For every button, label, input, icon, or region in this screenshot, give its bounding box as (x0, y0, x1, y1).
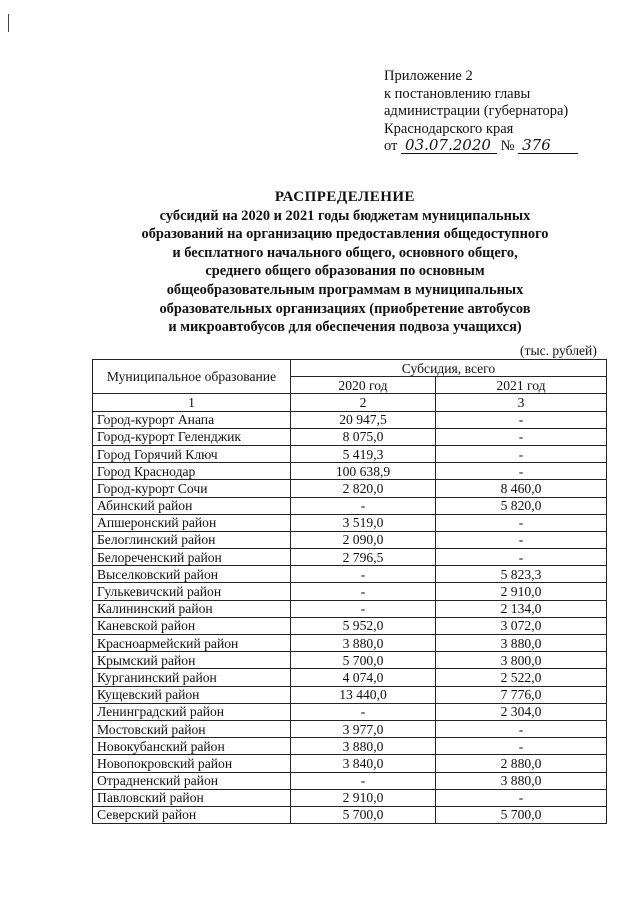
subsidy-2021-cell: 3 880,0 (436, 635, 607, 652)
table-row (93, 686, 607, 703)
title-line-5: общеобразовательным программам в муниципальных (166, 281, 524, 298)
municipality-cell: Город-курорт Анапа (93, 411, 291, 428)
table-row (93, 720, 607, 737)
table-row (93, 445, 607, 462)
subsidy-2021-cell: - (436, 463, 607, 480)
municipality-cell: Апшеронский район (93, 514, 291, 531)
subsidy-2020-cell: 3 977,0 (291, 720, 436, 737)
column-number-1: 1 (93, 394, 291, 411)
municipality-cell: Крымский район (93, 652, 291, 669)
title-line-1: субсидий на 2020 и 2021 годы бюджетам муниципальных (159, 207, 531, 224)
table-body (93, 411, 607, 824)
header-municipality: Муниципальное образование (93, 360, 291, 394)
subsidy-2020-cell: - (291, 703, 436, 720)
subsidy-2020-cell: - (291, 583, 436, 600)
subsidy-2020-cell: 100 638,9 (291, 463, 436, 480)
subsidy-2020-cell: - (291, 600, 436, 617)
table-row (93, 514, 607, 531)
title-line-3: и бесплатного начального общего, основного общего, (172, 244, 518, 261)
annex-line-1: Приложение 2 (384, 68, 473, 84)
subsidy-2020-cell: 20 947,5 (291, 411, 436, 428)
subsidy-2020-cell: 5 952,0 (291, 617, 436, 634)
municipality-cell: Каневской район (93, 617, 291, 634)
table-row (93, 635, 607, 652)
margin-tick-mark (8, 14, 9, 32)
subsidy-2020-cell: 3 880,0 (291, 635, 436, 652)
annex-line-2: к постановлению главы (384, 85, 531, 102)
subsidy-2021-cell: 2 304,0 (436, 703, 607, 720)
municipality-cell: Кущевский район (93, 686, 291, 703)
header-2020: 2020 год (291, 377, 436, 394)
subsidy-2021-cell: 7 776,0 (436, 686, 607, 703)
table-row (93, 428, 607, 445)
date-prefix: от (384, 138, 398, 155)
subsidy-2020-cell: 3 519,0 (291, 514, 436, 531)
table-row (93, 703, 607, 720)
subsidy-2021-cell: 3 880,0 (436, 772, 607, 789)
subsidy-2020-cell: 2 796,5 (291, 549, 436, 566)
table-row (93, 583, 607, 600)
subsidy-2020-cell: 3 840,0 (291, 755, 436, 772)
municipality-cell: Выселковский район (93, 566, 291, 583)
subsidy-2020-cell: 5 419,3 (291, 445, 436, 462)
table-row (93, 463, 607, 480)
subsidy-2020-cell: 2 910,0 (291, 789, 436, 806)
header-2021: 2021 год (436, 377, 607, 394)
municipality-cell: Абинский район (93, 497, 291, 514)
handwritten-number: 376 (518, 138, 578, 154)
subsidy-2020-cell: 3 880,0 (291, 738, 436, 755)
municipality-cell: Город-курорт Сочи (93, 480, 291, 497)
annex-date-line (384, 138, 578, 156)
title-line-7: и микроавтобусов для обеспечения подвоза учащихся) (168, 319, 522, 336)
document-title (120, 188, 570, 337)
subsidy-2021-cell: 2 134,0 (436, 600, 607, 617)
table-row (93, 806, 607, 823)
title-line-4: среднего общего образования по основным (205, 263, 485, 280)
annex-line-3: администрации (губернатора) (384, 103, 569, 120)
subsidy-2021-cell: 2 880,0 (436, 755, 607, 772)
subsidy-2021-cell: - (436, 549, 607, 566)
subsidy-2021-cell: 5 820,0 (436, 497, 607, 514)
subsidy-2020-cell: 2 090,0 (291, 531, 436, 548)
number-prefix: № (500, 138, 515, 155)
subsidy-2021-cell: 3 072,0 (436, 617, 607, 634)
subsidy-2020-cell: 2 820,0 (291, 480, 436, 497)
table-row (93, 411, 607, 428)
subsidy-2020-cell: - (291, 497, 436, 514)
municipality-cell: Белоглинский район (93, 531, 291, 548)
table-row (93, 738, 607, 755)
subsidy-2021-cell: - (436, 738, 607, 755)
subsidy-2021-cell: - (436, 789, 607, 806)
units-label: (тыс. рублей) (520, 343, 597, 358)
municipality-cell: Ленинградский район (93, 703, 291, 720)
table-row (93, 600, 607, 617)
subsidy-2020-cell: 13 440,0 (291, 686, 436, 703)
handwritten-date: 03.07.2020 (401, 138, 497, 154)
table-row (93, 755, 607, 772)
municipality-cell: Гулькевичский район (93, 583, 291, 600)
column-number-2: 2 (291, 394, 436, 411)
subsidy-2021-cell: - (436, 411, 607, 428)
subsidy-2020-cell: - (291, 772, 436, 789)
title-heading: РАСПРЕДЕЛЕНИЕ (274, 189, 416, 205)
annex-block (384, 68, 578, 156)
subsidy-2021-cell: - (436, 428, 607, 445)
subsidy-2021-cell: - (436, 531, 607, 548)
municipality-cell: Белореченский район (93, 549, 291, 566)
subsidy-2020-cell: 5 700,0 (291, 652, 436, 669)
title-line-2: образований на организацию предоставления общедоступного (141, 226, 549, 243)
municipality-cell: Новопокровский район (93, 755, 291, 772)
subsidy-2021-cell: 5 700,0 (436, 806, 607, 823)
subsidy-2021-cell: 2 910,0 (436, 583, 607, 600)
table-row (93, 669, 607, 686)
municipality-cell: Мостовский район (93, 720, 291, 737)
subsidy-2021-cell: 2 522,0 (436, 669, 607, 686)
municipality-cell: Новокубанский район (93, 738, 291, 755)
table-row (93, 566, 607, 583)
table-row (93, 480, 607, 497)
municipality-cell: Город-курорт Геленджик (93, 428, 291, 445)
municipality-cell: Город Горячий Ключ (93, 445, 291, 462)
municipality-cell: Курганинский район (93, 669, 291, 686)
municipality-cell: Отрадненский район (93, 772, 291, 789)
municipality-cell: Красноармейский район (93, 635, 291, 652)
municipality-cell: Город Краснодар (93, 463, 291, 480)
table-row (93, 652, 607, 669)
municipality-cell: Павловский район (93, 789, 291, 806)
subsidy-2020-cell: - (291, 566, 436, 583)
annex-line-4: Краснодарского края (384, 120, 514, 137)
table-row (93, 549, 607, 566)
table-row (93, 497, 607, 514)
municipality-cell: Калининский район (93, 600, 291, 617)
subsidy-2021-cell: 8 460,0 (436, 480, 607, 497)
title-line-6: образовательных организациях (приобретение автобусов (159, 300, 531, 317)
subsidy-2020-cell: 5 700,0 (291, 806, 436, 823)
subsidy-2021-cell: - (436, 720, 607, 737)
header-subsidy: Субсидия, всего (291, 360, 607, 377)
subsidy-2021-cell: 3 800,0 (436, 652, 607, 669)
subsidy-2020-cell: 4 074,0 (291, 669, 436, 686)
municipality-cell: Северский район (93, 806, 291, 823)
subsidy-2021-cell: 5 823,3 (436, 566, 607, 583)
subsidy-2020-cell: 8 075,0 (291, 428, 436, 445)
subsidy-table (92, 359, 607, 824)
table-row (93, 617, 607, 634)
column-number-3: 3 (436, 394, 607, 411)
table-row (93, 789, 607, 806)
table-row (93, 772, 607, 789)
subsidy-2021-cell: - (436, 445, 607, 462)
subsidy-2021-cell: - (436, 514, 607, 531)
table-row (93, 531, 607, 548)
